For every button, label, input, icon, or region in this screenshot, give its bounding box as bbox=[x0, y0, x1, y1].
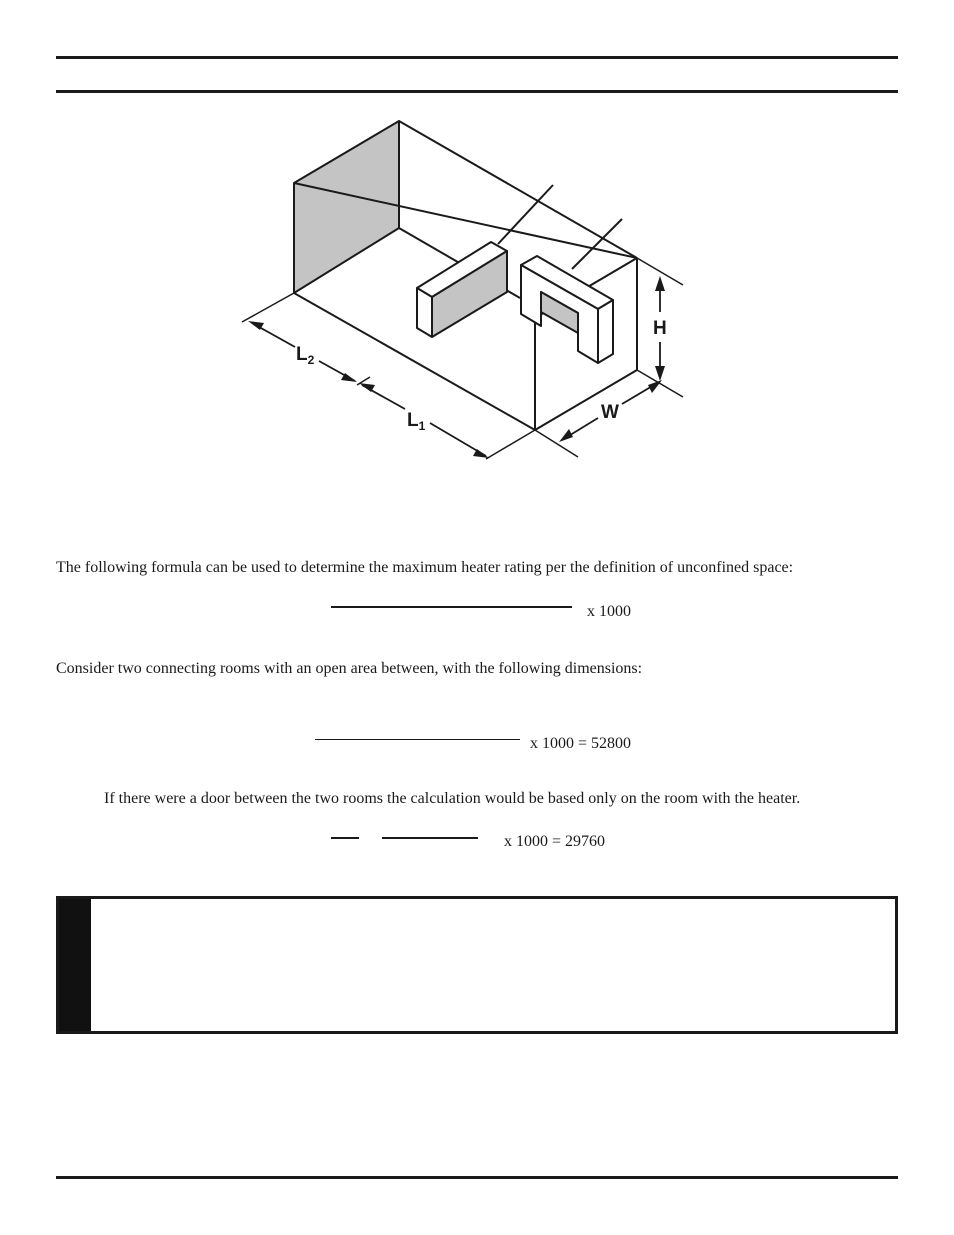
room-dimension-diagram bbox=[230, 110, 700, 470]
formula-intro: The following formula can be used to determine the maximum heater rating per the definition of unconfined space: bbox=[56, 559, 794, 576]
door-fraction-line-long bbox=[382, 837, 478, 839]
partition-block-front bbox=[417, 288, 432, 337]
warning-bar bbox=[59, 899, 91, 1031]
h-label: H bbox=[653, 318, 667, 339]
example-result: x 1000 = 52800 bbox=[530, 735, 632, 752]
l1-subscript: 1 bbox=[418, 419, 426, 433]
svg-text:L1 bbox=[407, 410, 426, 433]
example-fraction-line bbox=[315, 739, 520, 740]
formula-multiplier: x 1000 bbox=[587, 603, 631, 620]
l2-subscript: 2 bbox=[307, 353, 315, 367]
door-fraction-line-short bbox=[331, 837, 359, 839]
door-result: x 1000 = 29760 bbox=[504, 833, 606, 850]
heater-frame-right bbox=[598, 300, 613, 363]
svg-text:L2 bbox=[296, 344, 315, 367]
door-note: If there were a door between the two rooms the calculation would be based only on the room with the heater. bbox=[104, 790, 801, 807]
header-rule-bottom bbox=[56, 90, 898, 93]
l2-label: L bbox=[296, 344, 308, 365]
back-wall bbox=[294, 121, 399, 293]
formula-fraction-line bbox=[331, 606, 572, 608]
footer-rule bbox=[56, 1176, 898, 1179]
w-label: W bbox=[601, 402, 619, 423]
header-rule-top bbox=[56, 56, 898, 59]
example-intro: Consider two connecting rooms with an open area between, with the following dimensions: bbox=[56, 660, 643, 677]
warning-box bbox=[56, 896, 898, 1034]
l1-label: L bbox=[407, 410, 419, 431]
